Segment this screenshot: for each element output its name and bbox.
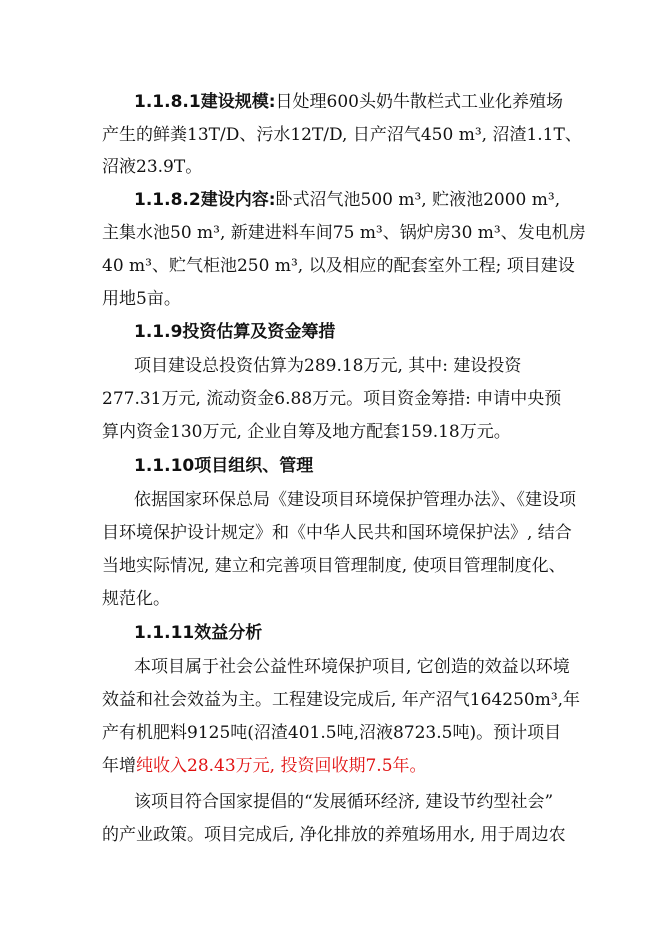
para-content-line-4: 用地5亩。: [102, 289, 181, 309]
para-content-line-1: [134, 188, 560, 212]
para-benefit-line-4: [102, 754, 427, 778]
para-benefit-line-3: 产有机肥料9125吨(沼渣401.5吨,沼液8723.5吨)。预计项目: [102, 723, 562, 743]
para-benefit-line-1: 本项目属于社会公益性环境保护项目, 它创造的效益以环境: [134, 657, 570, 677]
para-organization-line-3: 当地实际情况, 建立和完善项目管理制度, 使项目管理制度化、: [102, 556, 566, 576]
heading-construction-scale: 1.1.8.1建设规模:: [134, 92, 276, 112]
para-policy-line-1: 该项目符合国家提倡的“发展循环经济, 建设节约型社会”: [134, 792, 554, 812]
para-organization-line-4: 规范化。: [102, 589, 170, 609]
para-investment-line-1: 项目建设总投资估算为289.18万元, 其中: 建设投资: [134, 356, 522, 376]
text: 卧式沼气池500 m³, 贮液池2000 m³,: [275, 190, 561, 210]
para-content-line-3: 40 m³、贮气柜池250 m³, 以及相应的配套室外工程; 项目建设: [102, 256, 575, 276]
para-policy-line-2: 的产业政策。项目完成后, 净化排放的养殖场用水, 用于周边农: [102, 825, 566, 845]
para-benefit-line-2: 效益和社会效益为主。工程建设完成后, 年产沼气164250m³,年: [102, 690, 581, 710]
para-investment-line-2: 277.31万元, 流动资金6.88万元。项目资金筹措: 申请中央预: [102, 389, 562, 409]
para-organization-line-1: 依据国家环保总局《建设项目环境保护管理办法》、《建设项: [134, 490, 576, 510]
heading-organization: 1.1.10项目组织、管理: [134, 456, 314, 476]
text: 年增: [102, 756, 136, 776]
para-scale-line-1: [134, 90, 563, 114]
para-scale-line-2: 产生的鲜粪13T/D、污水12T/D, 日产沼气450 m³, 沼渣1.1T、: [102, 125, 582, 145]
para-investment-line-3: 算内资金130万元, 企业自筹及地方配套159.18万元。: [102, 422, 511, 442]
text: 日处理600头奶牛散栏式工业化养殖场: [275, 92, 563, 112]
heading-investment: 1.1.9投资估算及资金筹措: [134, 322, 336, 342]
para-scale-line-3: 沼液23.9T。: [102, 157, 203, 177]
heading-construction-content: 1.1.8.2建设内容:: [134, 190, 276, 210]
highlighted-income-text: 纯收入28.43万元, 投资回收期7.5年。: [136, 756, 427, 776]
para-organization-line-2: 目环境保护设计规定》和《中华人民共和国环境保护法》, 结合: [102, 523, 572, 543]
para-content-line-2: 主集水池50 m³, 新建进料车间75 m³、锅炉房30 m³、发电机房: [102, 223, 586, 243]
heading-benefit-analysis: 1.1.11效益分析: [134, 623, 263, 643]
